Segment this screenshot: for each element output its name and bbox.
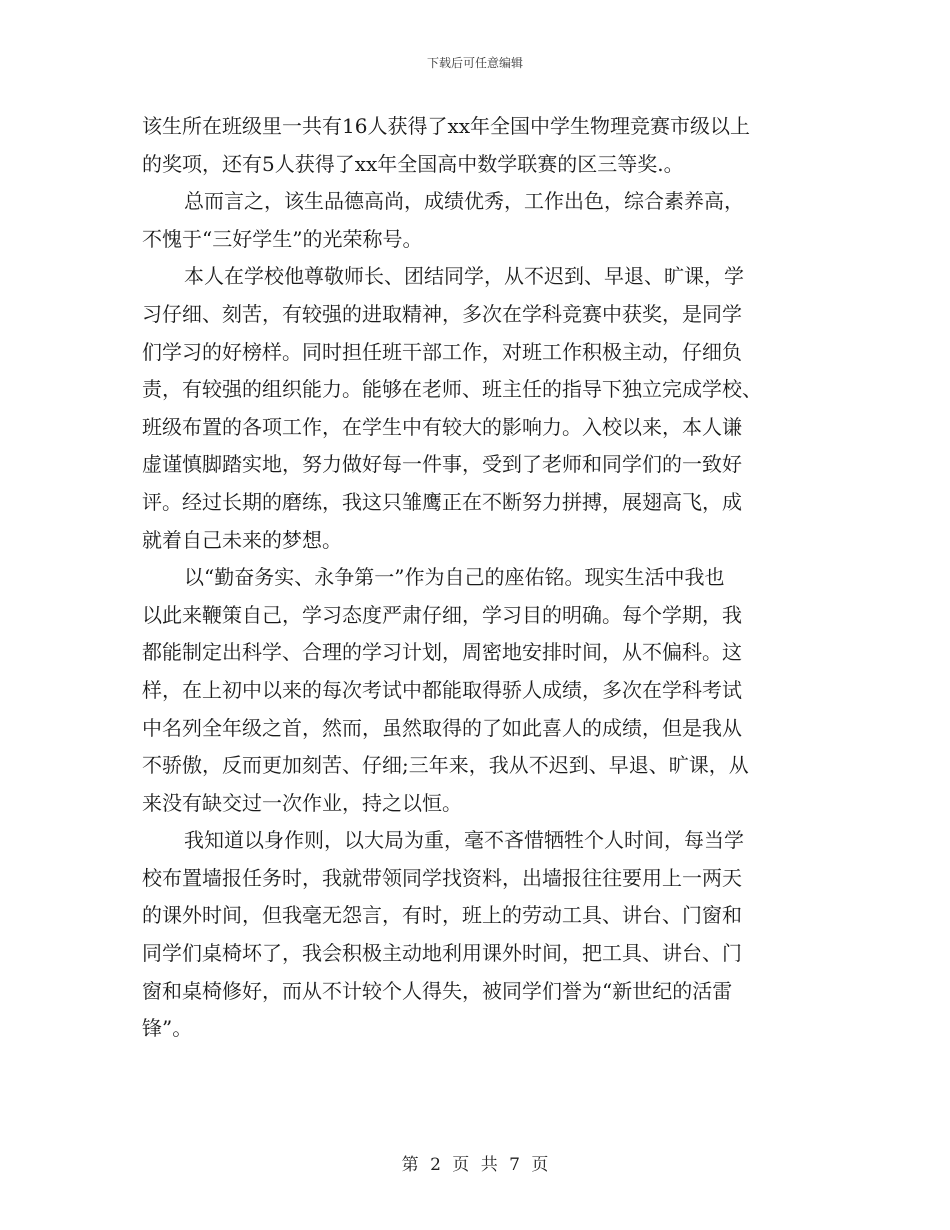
text-line: 该生所在班级里一共有16人获得了xx年全国中学生物理竞赛市级以上 xyxy=(142,114,751,138)
text-line: 班级布置的各项工作，在学生中有较大的影响力。入校以来，本人谦 xyxy=(142,414,742,439)
page-number: 第 2 页 共 7 页 xyxy=(401,1155,549,1175)
document-body xyxy=(142,108,810,1048)
text-line: 锋”。 xyxy=(142,1016,193,1041)
text-line: 评。经过长期的磨练，我这只雏鹰正在不断努力拼搏，展翅高飞，成 xyxy=(142,489,742,514)
page-header: 下载后可任意编辑 xyxy=(426,56,523,70)
paragraph-start: 总而言之，该生品德高尚，成绩优秀，工作出色，综合素养高， xyxy=(184,189,744,214)
text-line: 们学习的好榜样。同时担任班干部工作，对班工作积极主动，仔细负 xyxy=(142,339,742,364)
text-line: 窗和桌椅修好，而从不计较个人得失，被同学们誉为“新世纪的活雷 xyxy=(142,978,733,1003)
text-line: 就着自己未来的梦想。 xyxy=(142,527,342,552)
paragraph-start: 我知道以身作则，以大局为重，毫不吝惜牺牲个人时间，每当学 xyxy=(184,828,744,853)
text-line: 责，有较强的组织能力。能够在老师、班主任的指导下独立完成学校、 xyxy=(142,377,762,402)
text-line: 以此来鞭策自己，学习态度严肃仔细，学习目的明确。每个学期，我 xyxy=(142,602,742,627)
text-line: 不骄傲，反而更加刻苦、仔细;三年来，我从不迟到、早退、旷课，从 xyxy=(142,753,749,778)
paragraph-start: 本人在学校他尊敬师长、团结同学，从不迟到、早退、旷课，学 xyxy=(184,264,744,289)
text-line: 不愧于“三好学生”的光荣称号。 xyxy=(142,226,423,251)
paragraph-start: 以“勤奋务实、永争第一”作为自己的座佑铭。现实生活中我也 xyxy=(184,565,725,590)
text-line: 同学们桌椅坏了，我会积极主动地利用课外时间，把工具、讲台、门 xyxy=(142,941,742,966)
text-line: 中名列全年级之首，然而，虽然取得的了如此喜人的成绩，但是我从 xyxy=(142,715,742,740)
text-line: 的奖项，还有5人获得了xx年全国高中数学联赛的区三等奖.。 xyxy=(142,151,684,176)
text-line: 来没有缺交过一次作业，持之以恒。 xyxy=(142,790,462,815)
text-line: 习仔细、刻苦，有较强的进取精神，多次在学科竞赛中获奖，是同学 xyxy=(142,301,742,326)
text-line: 虚谨慎脚踏实地，努力做好每一件事，受到了老师和同学们的一致好 xyxy=(142,452,742,477)
text-line: 样，在上初中以来的每次考试中都能取得骄人成绩，多次在学科考试 xyxy=(142,677,742,702)
text-line: 都能制定出科学、合理的学习计划，周密地安排时间，从不偏科。这 xyxy=(142,640,742,665)
text-line: 的课外时间，但我毫无怨言，有时，班上的劳动工具、讲台、门窗和 xyxy=(142,903,742,928)
text-line: 校布置墙报任务时，我就带领同学找资料，出墙报往往要用上一两天 xyxy=(142,865,742,890)
